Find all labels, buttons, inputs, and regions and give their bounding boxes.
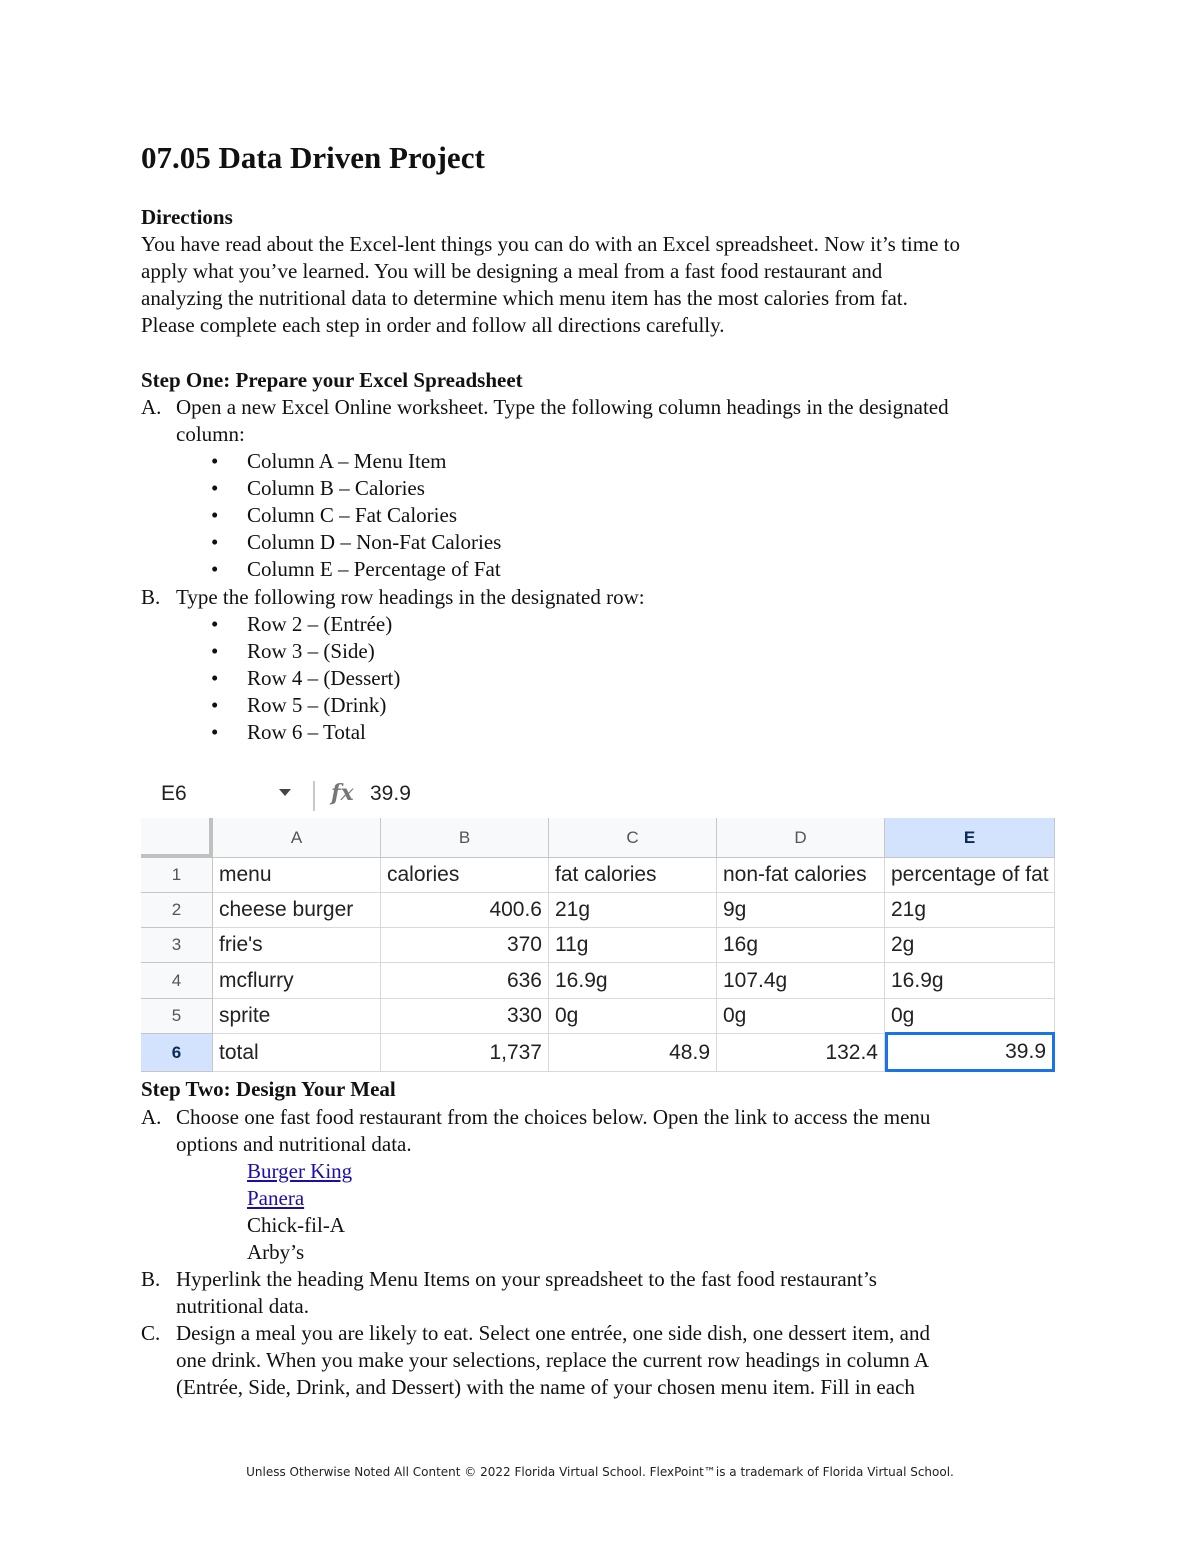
bullet: •: [211, 557, 219, 581]
table-cell[interactable]: 48.9: [549, 1034, 717, 1072]
column-header-e[interactable]: E: [885, 818, 1055, 858]
name-box[interactable]: E6: [161, 782, 187, 805]
step-two-b-text: Hyperlink the heading Menu Items on your spreadsheet to the fast food restaurant’s: [176, 1267, 877, 1291]
table-cell[interactable]: 9g: [717, 893, 885, 928]
directions-heading: Directions: [141, 205, 233, 229]
row-list-item: Row 3 – (Side): [247, 639, 375, 663]
table-cell[interactable]: mcflurry: [213, 963, 381, 999]
step-two-c-text: Design a meal you are likely to eat. Select one entrée, one side dish, one dessert item, and: [176, 1321, 931, 1345]
table-cell[interactable]: 16.9g: [549, 963, 717, 999]
table-cell[interactable]: 400.6: [381, 893, 549, 928]
bullet: •: [211, 639, 219, 663]
table-cell[interactable]: total: [213, 1034, 381, 1072]
column-header-d[interactable]: D: [717, 818, 885, 858]
table-cell[interactable]: 21g: [885, 893, 1055, 928]
restaurant-option: Chick-fil-A: [247, 1213, 345, 1237]
row-list-item: Row 6 – Total: [247, 720, 366, 744]
column-list-item: Column C – Fat Calories: [247, 503, 457, 527]
step-one-a-text-cont: column:: [176, 422, 245, 446]
row-header[interactable]: 3: [141, 928, 213, 963]
formula-value[interactable]: 39.9: [370, 782, 411, 805]
step-one-a-letter: A.: [141, 395, 162, 419]
directions-line: You have read about the Excel-lent things you can do with an Excel spreadsheet. Now it’s time to: [141, 232, 960, 256]
table-cell[interactable]: calories: [381, 858, 549, 893]
burger-king-link[interactable]: Burger King: [247, 1159, 353, 1183]
step-two-a-letter: A.: [141, 1105, 162, 1129]
step-two-heading: Step Two: Design Your Meal: [141, 1077, 396, 1101]
bullet: •: [211, 720, 219, 744]
row-header-selected[interactable]: 6: [141, 1034, 213, 1072]
table-cell[interactable]: frie's: [213, 928, 381, 963]
table-cell[interactable]: 636: [381, 963, 549, 999]
panera-link[interactable]: Panera: [247, 1186, 305, 1210]
formula-bar: [141, 776, 1059, 816]
directions-paragraph: [141, 231, 1081, 339]
row-list-item: Row 5 – (Drink): [247, 693, 387, 717]
table-cell[interactable]: 16.9g: [885, 963, 1055, 999]
chevron-down-icon[interactable]: [279, 789, 291, 796]
bullet: •: [211, 449, 219, 473]
table-cell[interactable]: 0g: [717, 999, 885, 1034]
row-list-item: Row 4 – (Dessert): [247, 666, 401, 690]
bullet: •: [211, 530, 219, 554]
column-list-item: Column D – Non-Fat Calories: [247, 530, 502, 554]
column-list-item: Column E – Percentage of Fat: [247, 557, 501, 581]
table-cell[interactable]: 0g: [885, 999, 1055, 1034]
step-two-a-text-cont: options and nutritional data.: [176, 1132, 412, 1156]
step-two-a-text: Choose one fast food restaurant from the choices below. Open the link to access the menu: [176, 1105, 931, 1129]
directions-line: Please complete each step in order and follow all directions carefully.: [141, 313, 725, 337]
row-header[interactable]: 4: [141, 963, 213, 999]
column-header-a[interactable]: A: [213, 818, 381, 858]
step-one-b-letter: B.: [141, 585, 161, 609]
table-cell[interactable]: 16g: [717, 928, 885, 963]
step-one-heading: Step One: Prepare your Excel Spreadsheet: [141, 368, 523, 392]
table-cell[interactable]: percentage of fat: [885, 858, 1055, 893]
table-cell[interactable]: cheese burger: [213, 893, 381, 928]
step-one-b-text: Type the following row headings in the designated row:: [176, 585, 645, 609]
step-two-b-text-cont: nutritional data.: [176, 1294, 309, 1318]
column-header-b[interactable]: B: [381, 818, 549, 858]
directions-line: analyzing the nutritional data to determine which menu item has the most calories from fat.: [141, 286, 908, 310]
table-cell[interactable]: 21g: [549, 893, 717, 928]
bullet: •: [211, 612, 219, 636]
table-cell[interactable]: menu: [213, 858, 381, 893]
step-two-c-letter: C.: [141, 1321, 161, 1345]
column-header-c[interactable]: C: [549, 818, 717, 858]
active-cell[interactable]: 39.9: [885, 1032, 1055, 1072]
fx-icon: fx: [331, 780, 354, 806]
table-cell[interactable]: 107.4g: [717, 963, 885, 999]
table-cell[interactable]: 0g: [549, 999, 717, 1034]
bullet: •: [211, 476, 219, 500]
formula-bar-divider: [313, 781, 315, 811]
restaurant-option: Arby’s: [247, 1240, 305, 1264]
table-cell[interactable]: non-fat calories: [717, 858, 885, 893]
step-two-c-text-cont: (Entrée, Side, Drink, and Dessert) with the name of your chosen menu item. Fill in each: [176, 1375, 915, 1399]
row-list-item: Row 2 – (Entrée): [247, 612, 393, 636]
bullet: •: [211, 693, 219, 717]
table-cell[interactable]: 132.4: [717, 1034, 885, 1072]
select-all-corner[interactable]: [141, 818, 213, 858]
table-cell[interactable]: fat calories: [549, 858, 717, 893]
table-cell[interactable]: 1,737: [381, 1034, 549, 1072]
step-two-b-letter: B.: [141, 1267, 161, 1291]
row-header[interactable]: 5: [141, 999, 213, 1034]
step-one-a-text: Open a new Excel Online worksheet. Type the following column headings in the designated: [176, 395, 949, 419]
directions-line: apply what you’ve learned. You will be designing a meal from a fast food restaurant and: [141, 259, 883, 283]
row-header[interactable]: 2: [141, 893, 213, 928]
row-header[interactable]: 1: [141, 858, 213, 893]
table-cell[interactable]: 330: [381, 999, 549, 1034]
table-cell[interactable]: 11g: [549, 928, 717, 963]
page-footer: Unless Otherwise Noted All Content © 2022 Florida Virtual School. FlexPoint™is a trademark of Florida Virtual School.: [246, 1465, 954, 1479]
step-two-c-text-cont: one drink. When you make your selections, replace the current row headings in column A: [176, 1348, 930, 1372]
page-title: 07.05 Data Driven Project: [141, 140, 485, 175]
column-list-item: Column A – Menu Item: [247, 449, 447, 473]
spreadsheet-screenshot: [141, 776, 1059, 1076]
column-list-item: Column B – Calories: [247, 476, 425, 500]
bullet: •: [211, 503, 219, 527]
table-cell[interactable]: 370: [381, 928, 549, 963]
table-cell[interactable]: 2g: [885, 928, 1055, 963]
table-cell[interactable]: sprite: [213, 999, 381, 1034]
bullet: •: [211, 666, 219, 690]
